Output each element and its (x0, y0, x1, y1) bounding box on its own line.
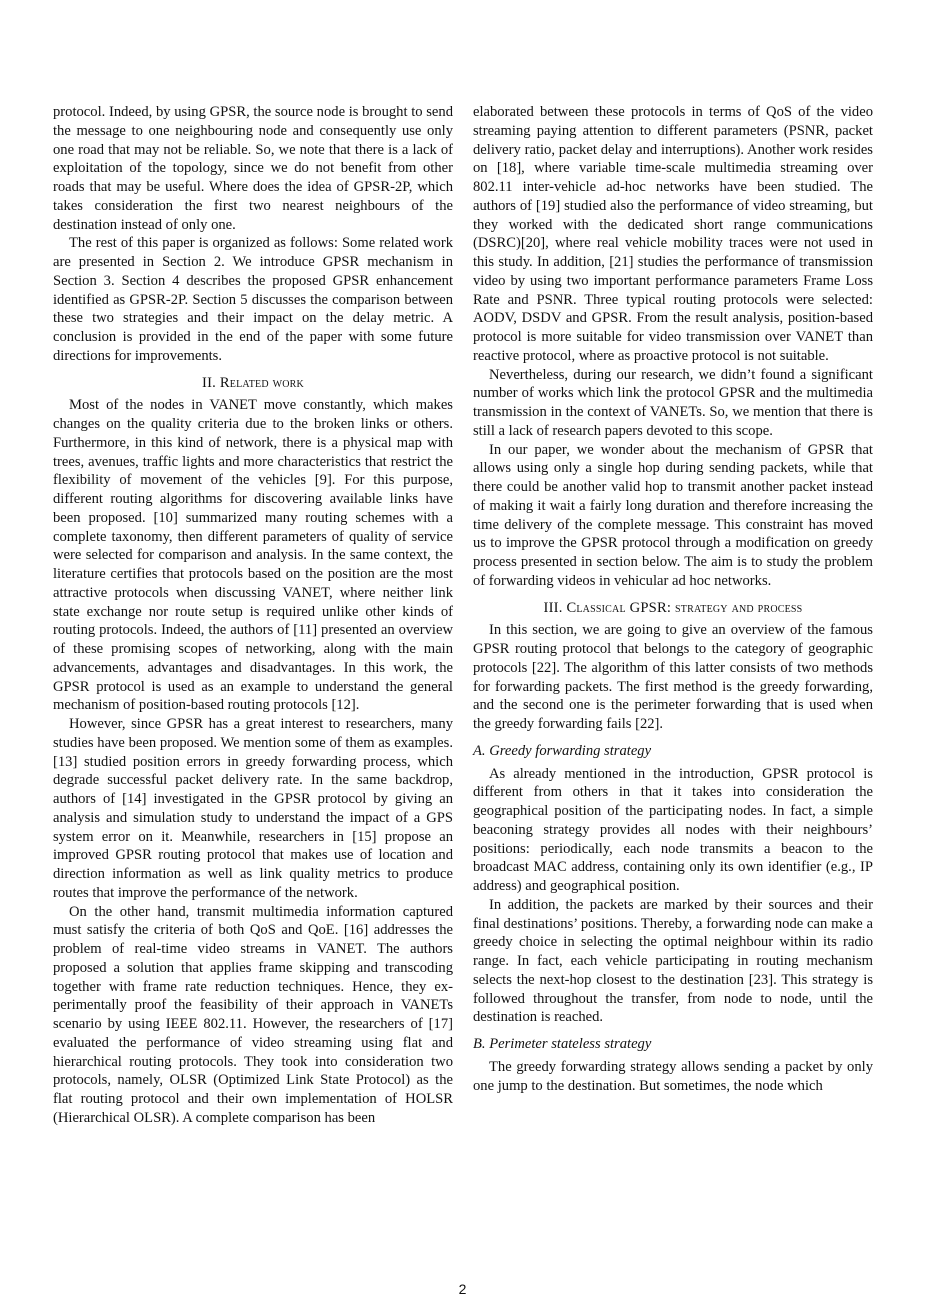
section-title: Related work (219, 374, 304, 391)
paragraph-related-work-3: On the other hand, transmit multimedia information captured must satisfy the criteria of both QoS and QoE. [16] addresses the problem of real-time video streams in VANET. The authors proposed a solution that applies frame skipping and transcoding together with frame rate reduction techniques. Hence, they experimentally proof the feasibility of their approach in VANETs scenario by using IEEE 802.11. However, the researchers of [17] evaluated the performance of video streaming using flat and hierarchical routing protocols. They took into consideration two protocols, namely, OLSR (Optimized Link State Protocol) as the flat routing protocol and their own implementation of HOLSR (Hierarchical OLSR). A complete comparison has been (53, 903, 453, 1126)
paragraph-intro-continuation: protocol. Indeed, by using GPSR, the source node is brought to send the message to one neighbouring node and consequently use only one road that may not be reliable. So, we note that there is a lack of exploitation of the topology, since we do not benefit from other roads that may be useful. Where does the idea of GPSR-2P, which takes consideration the first two nearest neighbours of the destination instead of only one. (53, 104, 453, 233)
subsection-heading-perimeter-stateless: B. Perimeter stateless strategy (473, 1036, 652, 1052)
paragraph-related-work-1: Most of the nodes in VANET move constantly, which makes changes on the quality criteria due to the broken links or others. Furthermore, in this kind of network, there is a physical map with trees, avenues, traffic lights and more characteristics that restrict the flexibility of movement of the vehicles [9]. For this purpose, different routing algorithms for discovering available links have been proposed. [10] summarized many routing schemes with a complete taxonomy, then different parameters of quality of service were selected for comparison and analysis. In the same context, the literature certifies that protocols based on the position are the most attractive protocols when discussing VANET, where neither link state exchange nor route setup is required unlike other kinds of routing protocols. Indeed, the authors of [11] presented an overview of these promising scopes of networking, along with the main advancements, advantages and disadvantages. In this work, the GPSR protocol is used as an example to understand the general mechanism of position-based routing protocols [12]. (53, 397, 453, 714)
paragraph-perimeter: The greedy forwarding strategy allows sending a packet by only one jump to the destination. But sometimes, the node which (473, 1058, 873, 1094)
paragraph-greedy-1: As already mentioned in the introduction, GPSR protocol is different from others in that it takes into consideration the geographical position of the participating nodes. In fact, a simple beaconing strategy provides all nodes with their neighbours’ positions: periodically, each node transmits a beacon to the broadcast MAC address, containing only its own identifier (e.g., IP address) and geographical position. (473, 765, 873, 894)
section-number: III. (543, 599, 563, 616)
page-number: 2 (458, 1281, 467, 1297)
section-heading-related-work (53, 374, 453, 393)
section-heading-classical-gpsr (473, 599, 873, 618)
left-column (53, 103, 453, 1128)
paragraph-related-work-4: Nevertheless, during our research, we didn’t found a significant number of works which link the protocol GPSR and the multimedia transmission in the context of VANETs. So, we mention that there is still a lack of research papers devoted to this scope. (473, 366, 873, 439)
paragraph-greedy-2: In addition, the packets are marked by their sources and their final destinations’ positions. Thereby, a forwarding node can make a greedy choice in selecting the optimal neighbour within its radio range. In fact, each vehicle participating in routing mechanism selects the next-hop closest to the destination [23]. This strategy is followed throughout the transfer, from node to node, until the destination is reached. (473, 896, 873, 1026)
paragraph-paper-organization: The rest of this paper is organized as follows: Some related work are presented in Section 2. We introduce GPSR mechanism in Section 3. Section 4 describes the proposed GPSR enhancement identified as GPSR-2P. Section 5 discusses the comparison between these two strategies and their impact on the delay metric. A conclusion is provided in the end of the paper with some future directions for improvements. (53, 235, 453, 364)
paragraph-related-work-5: In our paper, we wonder about the mechanism of GPSR that allows using only a single hop during sending packets, while that there could be another valid hop to transmit another packet instead of making it wait a fairly long duration and therefore increasing the time delivery of the complete message. This constraint has moved us to improve the GPSR protocol through a modification on greedy process presented in section below. The aim is to study the problem of forwarding videos in vehicular ad hoc networks. (473, 441, 873, 589)
paragraph-gpsr-intro: In this section, we are going to give an overview of the famous GPSR routing protocol that belongs to the category of geographic protocols [22]. The algorithm of this latter consists of two methods for forwarding packets. The first method is the greedy forwarding, and the second one is the perimeter forwarding that is used when the greedy forwarding fails [22]. (473, 622, 873, 732)
paragraph-related-work-2: However, since GPSR has a great interest to researchers, many studies have been proposed. We mention some of them as examples. [13] studied position errors in greedy forwarding process, which degrade successful packet delivery rate. In the same backdrop, authors of [14] investigated in the GPSR protocol by giving an analysis and simulation study to understand the impact of a GPS system error on it. Meanwhile, researchers in [15] propose an improved GPSR routing protocol that makes use of location and direction information as well as link quality metrics to produce routes that improve the performance of the network. (53, 716, 453, 901)
paragraph-related-work-3-continuation: elaborated between these protocols in terms of QoS of the video streaming paying attention to different parameters (PSNR, packet delivery ratio, packet delay and interruptions). Another work resides on [18], where variable time-scale multimedia streaming over 802.11 inter-vehicle ad-hoc networks have been studied. The authors of [19] studied also the performance of video streaming, but they worked with the dedicated short range communications (DSRC)[20], where real vehicle mobility traces were not used in this study. In addition, [21] studies the performance of transmission video by using two important performance parameters Frame Loss Rate and PSNR. Three typical routing protocols were selected: AODV, DSDV and GPSR. From the result analysis, position-based protocol is more suitable for video transmission over VANET than reactive protocol, where as proactive protocol is not suitable. (473, 104, 873, 364)
subsection-heading-greedy-forwarding: A. Greedy forwarding strategy (473, 742, 652, 759)
right-column (473, 103, 873, 1095)
section-number: II. (202, 374, 216, 391)
section-title: Classical GPSR: strategy and process (566, 599, 803, 616)
